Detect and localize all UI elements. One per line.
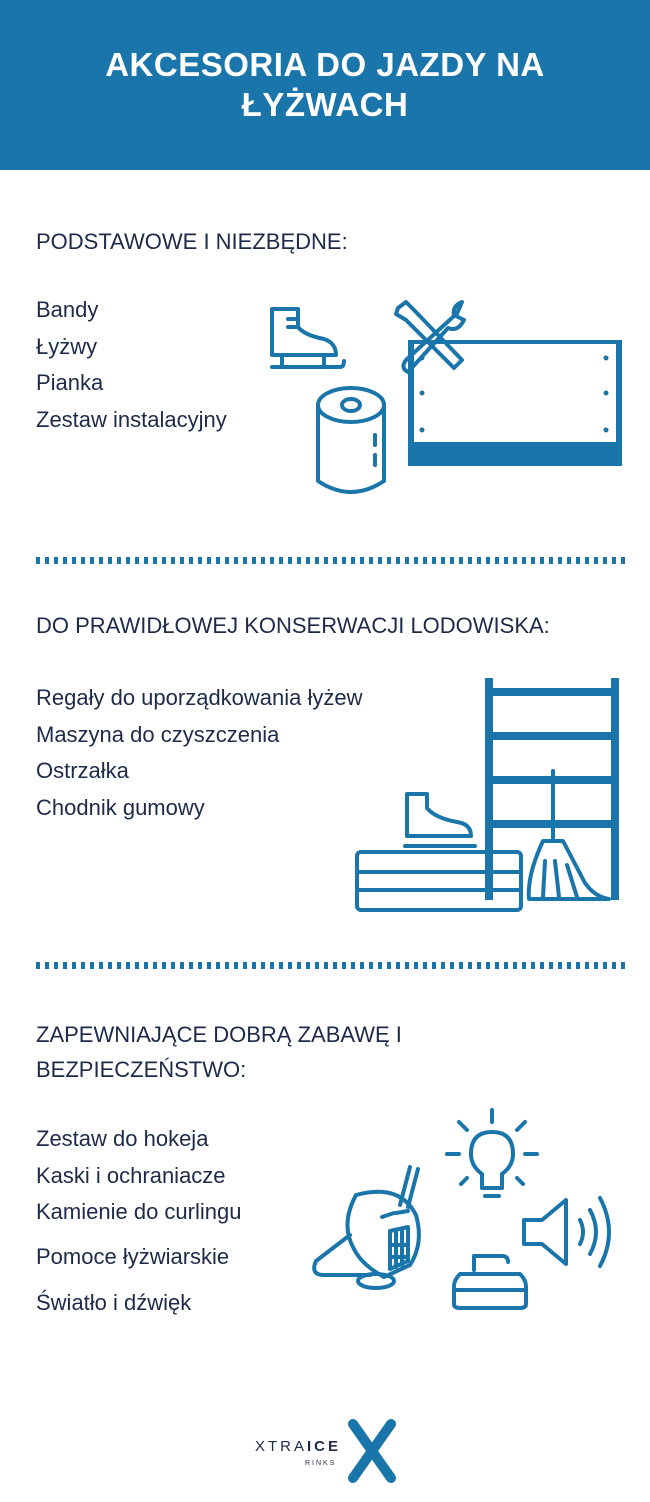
list-item: Pianka [36,370,104,395]
logo-subtext: RINKS [305,1460,337,1467]
list-item: Kamienie do curlingu [36,1199,242,1224]
list-item: Bandy [36,297,99,322]
list-item: Chodnik gumowy [36,794,205,820]
speaker-icon [520,1192,620,1272]
list-item: Maszyna do czyszczenia [36,721,280,747]
section-heading-maintenance: DO PRAWIDŁOWEJ KONSERWACJI LODOWISKA: [36,613,550,638]
ice-skate-icon [268,305,348,375]
heading-line: BEZPIECZEŃSTWO: [36,1057,247,1082]
header-banner [0,0,650,170]
foam-roll-icon [315,385,390,500]
logo-text-bold: ICE [307,1438,342,1455]
curling-stone-icon [450,1250,530,1312]
logo-x-mark [347,1422,397,1480]
list-item: Światło i dźwięk [36,1290,192,1315]
installation-kit-icon [392,298,632,470]
section-divider [36,962,626,969]
list-fun-safety [36,1121,241,1322]
list-item: Regały do uporządkowania łyżew [36,685,363,710]
list-item: Zestaw instalacyjny [36,406,227,432]
mop-icon [525,765,620,905]
list-item: Zestaw do hokeja [36,1126,209,1151]
list-maintenance [36,680,363,826]
list-item: Kaski i ochraniacze [36,1162,226,1188]
hockey-helmet-icon [310,1165,460,1295]
list-item: Ostrzałka [36,758,129,783]
xtraice-rinks-logo [255,1430,405,1490]
sharpener-machine-icon [355,790,525,915]
logo-text: XTRA [255,1438,308,1455]
list-item: Pomoce łyżwiarskie [36,1244,230,1269]
heading-line: ZAPEWNIAJĄCE DOBRĄ ZABAWĘ I [36,1022,402,1047]
section-heading-fun-safety [36,1017,402,1087]
page-title: AKCESORIA DO JAZDY NA ŁYŻWACH [105,46,545,123]
list-basic [36,292,227,438]
list-item: Łyżwy [36,333,98,359]
section-heading-basic: PODSTAWOWE I NIEZBĘDNE: [36,229,348,254]
section-divider [36,557,626,564]
